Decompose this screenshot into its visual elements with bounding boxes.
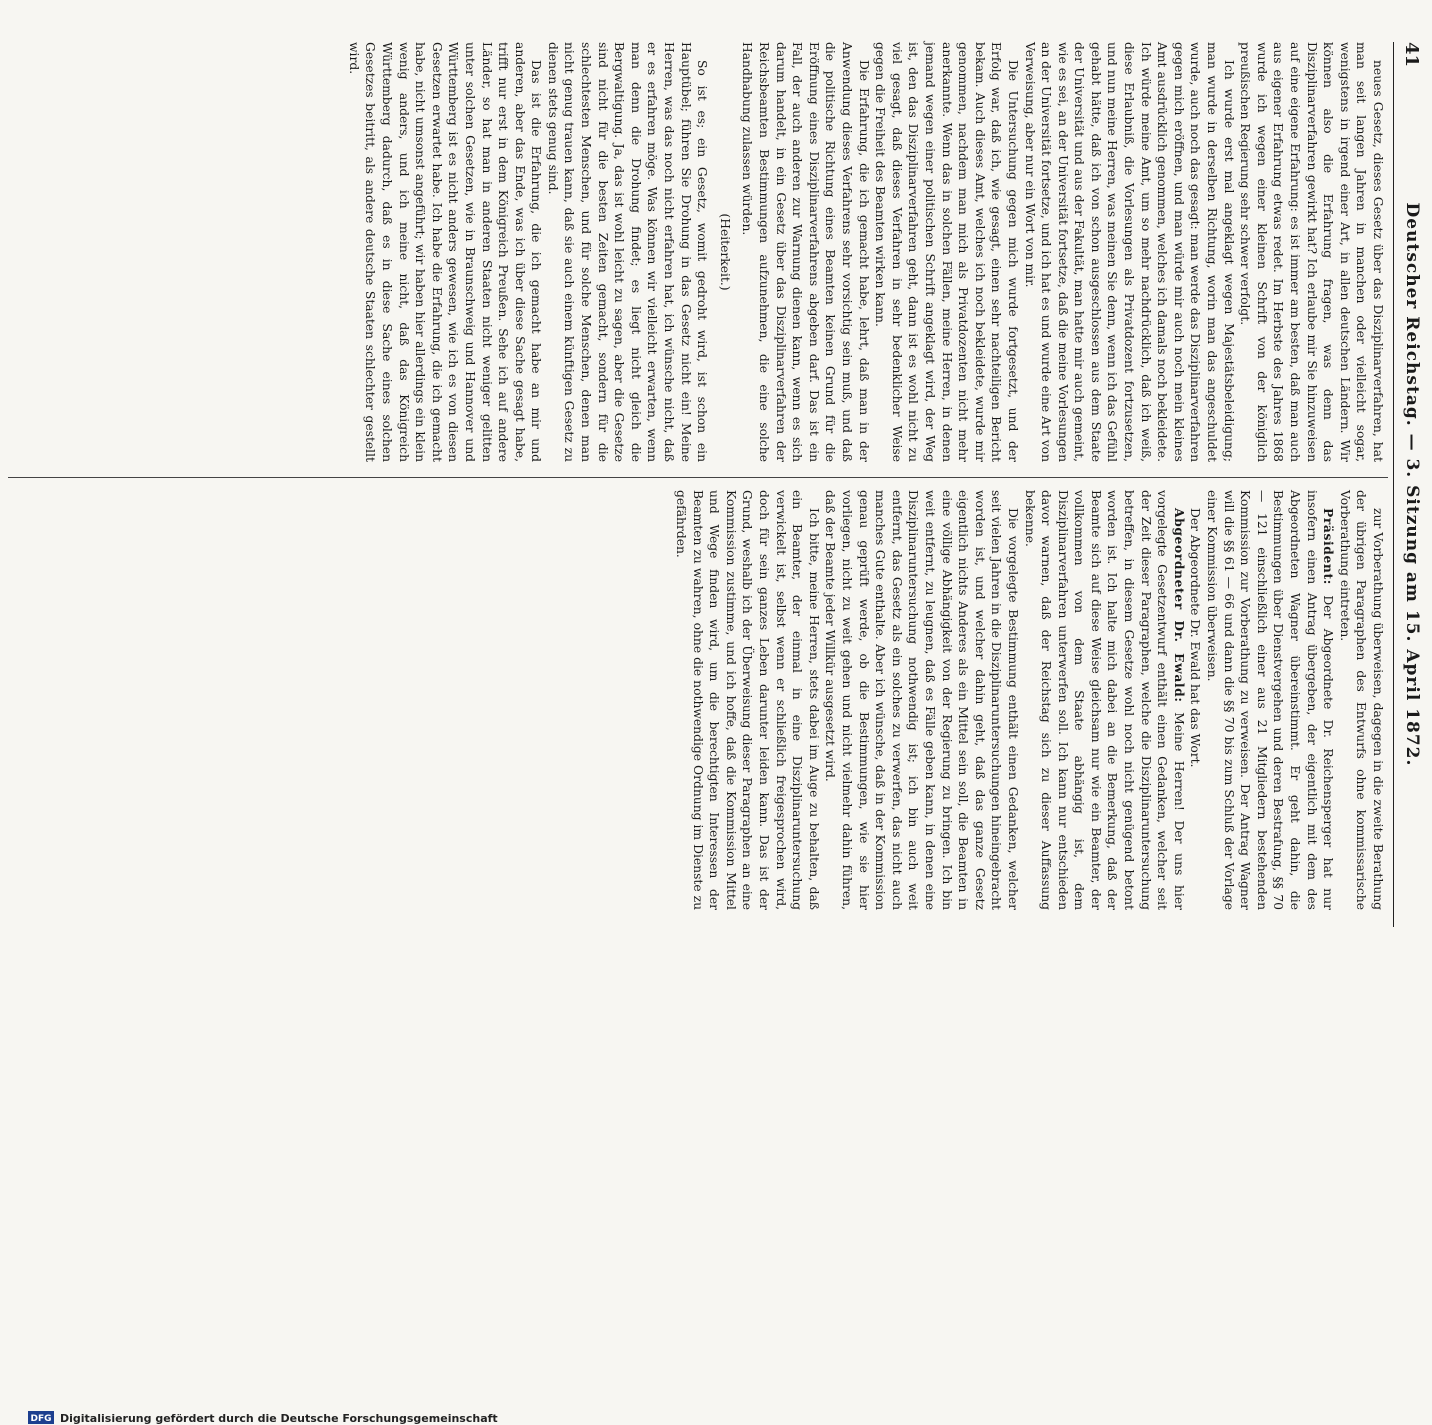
speaker-name: Abgeordneter Dr. Ewald: [1171,508,1187,703]
paragraph [345,42,544,462]
dfg-logo [28,1411,54,1424]
page-header [1392,42,1422,927]
paragraph-text: neues Gesetz, dieses Gesetz über das Disziplinarverfahren, hat man seit langen Jahren in manchen oder vielleicht sogar, wenigstens in irgend einer Art, in allen deutschen Ländern. Wir können also die Erfahrung fragen, was denn das Disziplinarverfahren gewirkt hat? Ich erlaube mir Sie hinzuweisen auf eine eigene Erfahrung: es ist immer am besten, daß man auch aus eigener Erfahrung etwas redet. Im Herbste des Jahres 1868 wurde ich wegen einer kleinen Schrift von der königlich preußischen Regierung sehr schwer verfolgt. [1238,42,1385,462]
paragraph [1203,490,1336,910]
speaker-name: Präsident: [1321,508,1337,585]
column-divider [8,477,1388,478]
dfg-logo-text: DFG [30,1414,52,1424]
right-column [672,490,1386,910]
paragraph [716,42,733,462]
paragraph [1187,490,1204,910]
paragraph [544,42,710,462]
paragraph-text: Die Erfahrung, die ich gemacht habe, lehrt, daß man in der Anwendung dieses Verfahrens sehr vorsichtig sein muß, und daß die politische Richtung eines Beamten keinen Grund für die Eröffnung eines Disziplinarverfahrens abgeben darf. Das ist ein Fall, der auch anderen zur Warnung dienen kann, wenn es sich darum handelt, in ein Gesetz über das Disziplinarverfahren der Reichsbeamten Bestimmungen aufzunehmen, die eine solche Handhabung zulassen würden. [740,42,871,462]
paragraph [672,490,821,910]
paragraph [1336,490,1386,910]
paragraph-text: So ist es; ein Gesetz, womit gedroht wird, ist schon ein Hauptübel; führen Sie Drohung in das Gesetz nicht ein! Meine Herren, was das noch nicht erfahren hat, ich wünsche nicht, daß er es erfahren möge. Was können wir vielleicht erwarten, wenn man denn die Drohung findet; es liegt nicht gleich die Bergwaltigung. Ja, das ist wohl leicht zu sagen, aber die Gesetze sind nicht für die besten Zeiten gemacht, sondern für die schlechtesten Menschen, und für solche Menschen, denen man nicht genug trauen kann, daß sie auch einem künftigen Gesetz zu dienen stets genug sind. [545,42,710,462]
header-rule [1393,42,1394,927]
paragraph-text: Die vorgelegte Bestimmung enthält einen Gedanken, welcher seit vielen Jahren in die Disziplinaruntersuchungen hineingebracht worden ist, und welcher dahin geht, daß das ganze Gesetz eigentlich nichts Anderes als ein Mittel sein soll, die Beamten in eine völlige Abhängigkeit von der Regierung zu bringen. Ich bin weit entfernt, zu leugnen, daß es Fälle geben kann, in denen eine Disziplinaruntersuchung nothwendig ist; ich bin auch weit entfernt, das Gesetz als ein solches zu verwerfen, das nicht auch manches Gute enthalte. Aber ich wünsche, daß in der Kommission genau geprüft werde, ob die Bestimmungen, wie sie hier vorliegen, nicht zu weit gehen und nicht vielmehr dahin führen, daß der Beamte jeder Willkür ausgesetzt wird. [823,490,1020,910]
paragraph-text: Meine Herren! Der uns hier vorgelegte Gesetzentwurf enthält einen Gedanken, welcher seit der Zeit dieser Paragraphen, welche die Disziplinaruntersuchung betreffen, in diesem Gesetze wohl noch nicht genügend betont worden ist. Ich halte mich dabei an die Bemerkung, daß der Beamte sich auf diese Weise gleichsam nur wie ein Beamter, der vollkommen von dem Staate abhängig ist, dem Disziplinarverfahren unterwerfen soll. Ich kann nur entschieden davor warnen, daß der Reichstag sich zu dieser Auffassung bekenne. [1022,490,1186,911]
header-title: Deutscher Reichstag. — 3. Sitzung am 15. April 1872. [1402,202,1422,767]
paragraph-text: Die Untersuchung gegen mich wurde fortgesetzt, und der Erfolg war, daß ich, wie gesagt, einen sehr nachteiligen Bericht bekam. Auch dieses Amt, welches ich noch bekleidete, wurde mir genommen, nachdem man mich als Privatdozenten nicht mehr anerkannte. Wenn das in solchen Fällen, meine Herren, in denen jemand wegen einer politischen Schrift angeklagt wird, der Weg ist, den das Disziplinarverfahren geht, dann ist es wohl nicht zu viel gesagt, daß dieses Verfahren in sehr bedenklicher Weise gegen die Freiheit des Beamten wirken kann. [873,42,1020,462]
paragraph [822,490,1021,910]
paragraph-text: Der Abgeordnete Dr. Reichensperger hat nur insofern einen Antrag übergeben, der eigentlich mit dem des Abgeordneten Wagner übereinstimmt. Er geht dahin, die Bestimmungen über Dienstvergehen und deren Bestrafung, §§ 70 — 121 einschließlich einer aus 21 Mitgliedern bestehenden Kommission zur Vorberathung zu verweisen. Der Antrag Wagner will die §§ 61 — 66 und dann die §§ 70 bis zum Schluß der Vorlage einer Kommission überweisen. [1205,490,1336,910]
paragraph-text: Ich bitte, meine Herren, stets dabei im Auge zu behalten, daß ein Beamter, der einmal in eine Disziplinaruntersuchung verwickelt ist, selbst wenn er schließlich freigesprochen wird, doch für sein ganzes Leben darunter leiden kann. Das ist der Grund, weshalb ich der Überweisung dieser Paragraphen an eine Kommission zustimme, und ich hoffe, daß die Kommission Mittel und Wege finden wird, um die berechtigten Interessen der Beamten zu wahren, ohne die nothwendige Ordnung im Dienste zu gefährden. [674,490,821,910]
paragraph-text: Das ist die Erfahrung, die ich gemacht habe an mir und anderen, aber das Ende, was ich über diese Sache gesagt habe, trifft nur erst in dem Königreich Preußen. Sehe ich auf andere Länder, so hat man in anderen Staaten nicht weniger gelitten unter solchen Gesetzen, wie in Braunschweig und Hannover und Württemberg ist es nicht anders gewesen, wie ich es von diesen Gesetzen erwartet habe. Ich habe die Erfahrung, die ich gemacht habe, nicht umsonst angeführt; wir haben hier allerdings ein klein wenig anders, und ich meine nicht, daß das Königreich Württemberg dadurch, daß es in diese Sache eines solchen Gesetzes beitritt, als andere deutsche Staaten schlechter gestellt wird. [346,42,544,462]
paragraph [1021,42,1237,462]
left-column [345,42,1386,462]
footer-credit: Digitalisierung gefördert durch die Deutsche Forschungsgemeinschaft [60,1412,498,1425]
paragraph [739,42,872,462]
page-number: 41 [1401,42,1422,68]
paragraph [1021,490,1187,910]
paragraph-text: (Heiterkeit.) [717,213,732,291]
paragraph [1237,42,1386,462]
paragraph-text: Der Abgeordnete Dr. Ewald hat das Wort. [1188,508,1203,768]
paragraph-text: Ich wurde erst mal angeklagt wegen Majestätsbeleidigung; man wurde in derselben Richtung, worin man das angeschuldet wurde, auch noch das gesagt: man werde das Disziplinarverfahren gegen mich eröffnen, und man würde mir auch noch mein kleines Amt ausdrücklich genommen, welches ich damals noch bekleidete. Ich würde meine Amt, um so mehr nachdrücklich, daß ich weiß, diese Erlaubniß, die Vorlesungen als Privatdozent fortzusetzen, und nun meine Herren, was meinen Sie denn, wenn ich das Gefühl gehabt hätte, daß ich von schon ausgeschlossen aus dem Staate der Universität und aus der Fakultät, man hatte mir auch gemeint, wie es sei, an der Universität fortsetze, daß die meine Vorlesungen an der Universität fortsetze, und ich hat es und wurde eine Art von Verweisung, aber nur ein Wort von mir. [1022,42,1236,462]
paragraph [872,42,1021,462]
paragraph-text: zur Vorberathung überweisen, dagegen in die zweite Berathung der übrigen Paragraphen des Entwurfs ohne kommissarische Vorberathung eintreten. [1337,490,1385,910]
